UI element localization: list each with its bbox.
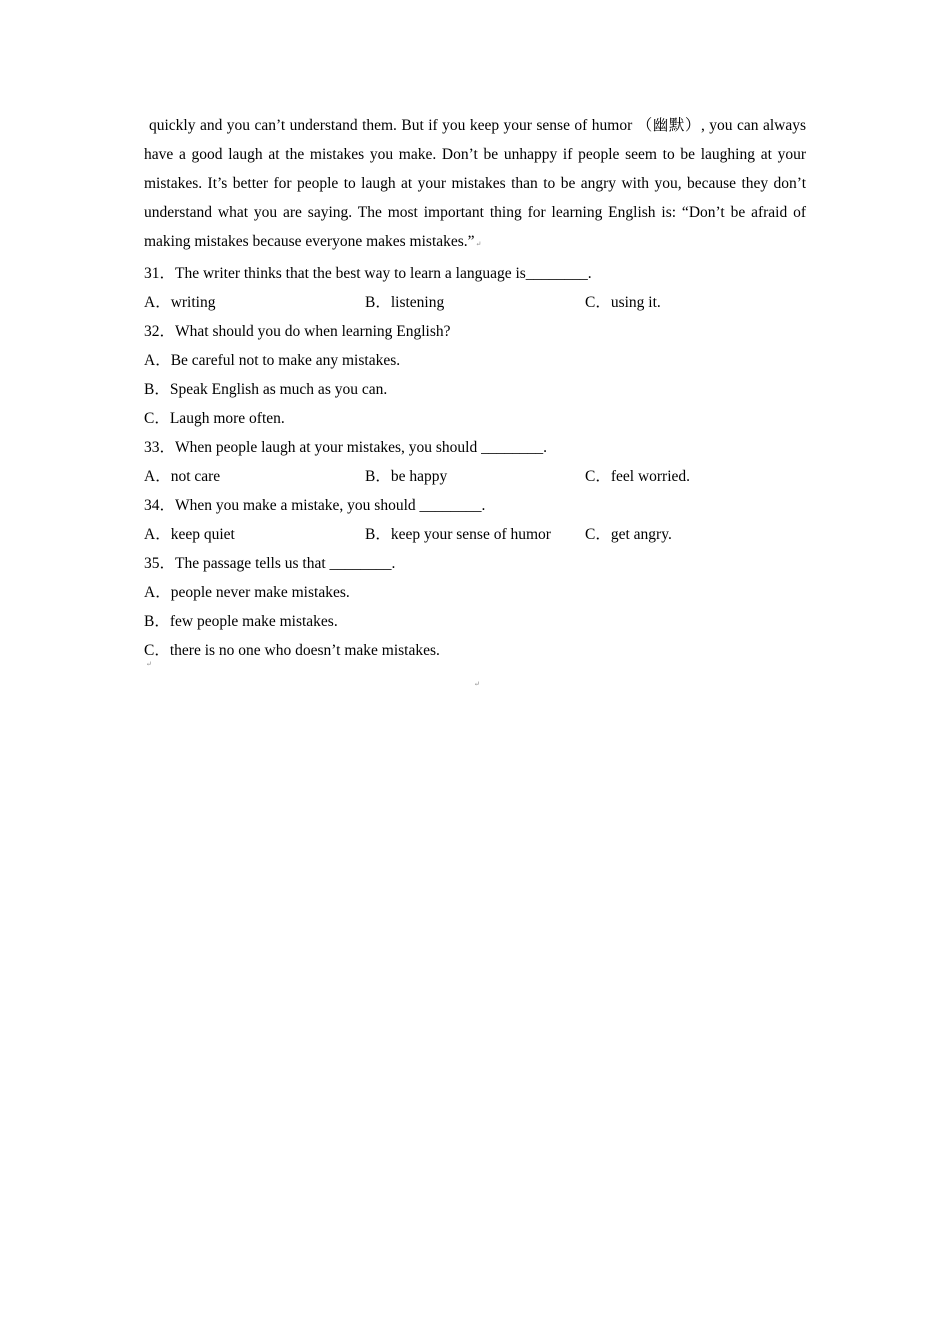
option-c[interactable]: C．using it. [585, 294, 661, 311]
question-number: 32． [144, 323, 176, 340]
paragraph-mark-icon: ↵ [474, 680, 480, 688]
question-text: The passage tells us that ________. [175, 555, 396, 572]
option-a[interactable]: A．writing [144, 294, 216, 311]
passage-text: quickly and you can’t understand them. But if you keep your sense of humor （幽默）, you can always have a good laugh at the mistakes you make. Don’t be unhappy if people seem to be laughing at your mistakes. It’s better for people to laugh at your mistakes than to be angry with you, because they don’t understand what you are saying. The most important thing for learning English is: “Don’t be afraid of making mistakes because everyone makes mistakes.” [144, 117, 806, 250]
question-text: What should you do when learning English? [175, 323, 451, 340]
question-stem [144, 491, 806, 520]
paragraph-mark-icon: ↵ [475, 240, 482, 248]
option-c[interactable]: C．feel worried. [585, 468, 691, 485]
document-body [144, 111, 806, 665]
reading-passage [144, 111, 806, 259]
option-a[interactable]: A．people never make mistakes. [144, 584, 350, 601]
question-text: The writer thinks that the best way to learn a language is________. [175, 265, 592, 282]
option-c[interactable]: C．Laugh more often. [144, 410, 285, 427]
question-stem [144, 317, 806, 346]
question-number: 34． [144, 497, 176, 514]
option-b[interactable]: B．Speak English as much as you can. [144, 381, 388, 398]
option-b[interactable]: B．listening [365, 294, 445, 311]
question-number: 33． [144, 439, 176, 456]
question-stem [144, 433, 806, 462]
option-a[interactable]: A．Be careful not to make any mistakes. [144, 352, 401, 369]
question-text: When people laugh at your mistakes, you should ________. [175, 439, 547, 456]
option-c[interactable]: C．get angry. [585, 526, 672, 543]
option-c[interactable]: C．there is no one who doesn’t make mistakes. [144, 642, 440, 659]
paragraph-mark-icon: ↵ [146, 660, 152, 668]
question-stem [144, 259, 806, 288]
option-row [144, 288, 806, 317]
option-a[interactable]: A．keep quiet [144, 526, 235, 543]
question-text: When you make a mistake, you should ________. [175, 497, 486, 514]
question-number: 35． [144, 555, 176, 572]
question-number: 31． [144, 265, 176, 282]
option-a[interactable]: A．not care [144, 468, 221, 485]
question-stem [144, 549, 806, 578]
option-b[interactable]: B．few people make mistakes. [144, 613, 338, 630]
option-row [144, 520, 806, 549]
option-b[interactable]: B．be happy [365, 468, 448, 485]
option-row [144, 462, 806, 491]
option-b[interactable]: B．keep your sense of humor [365, 526, 551, 543]
